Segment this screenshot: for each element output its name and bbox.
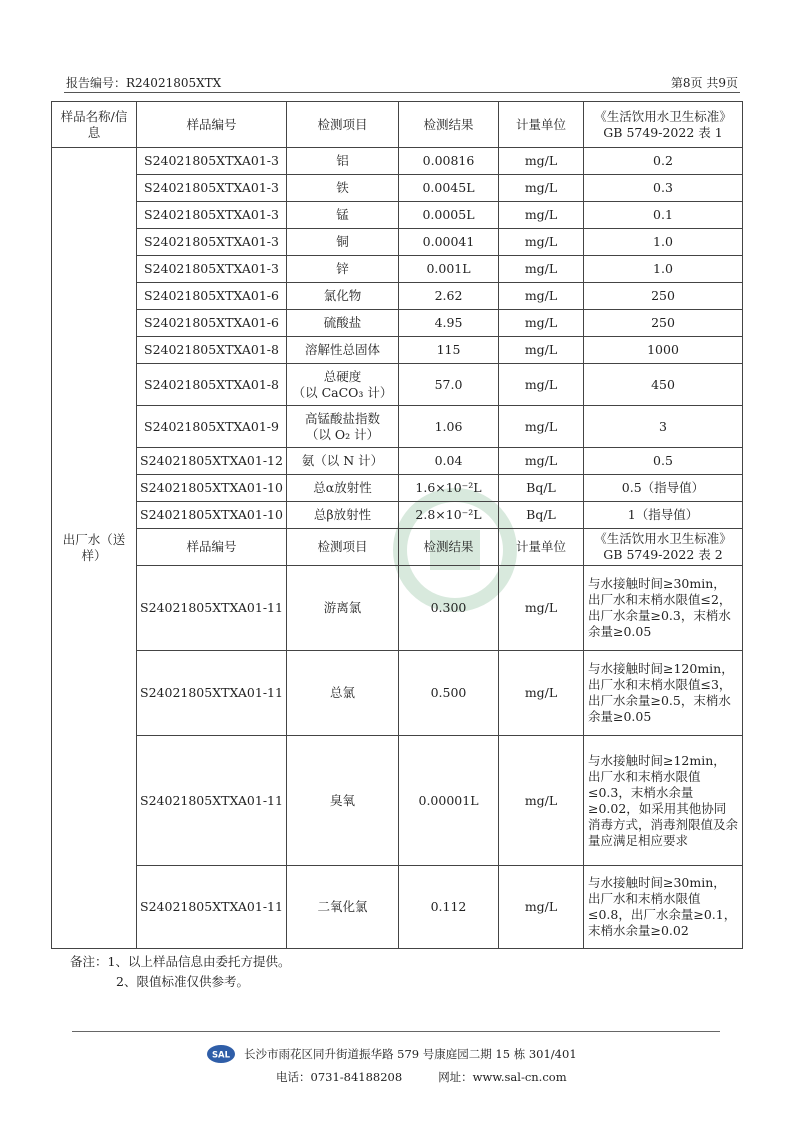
table-row <box>52 866 743 949</box>
table2-header-row <box>52 529 743 566</box>
table-row <box>52 651 743 736</box>
result-cell: 0.0045L <box>399 175 499 202</box>
sample-id-cell: S24021805XTXA01-10 <box>137 475 287 502</box>
table-row <box>52 406 743 448</box>
test-item-cell: 溶解性总固体 <box>287 337 399 364</box>
header-standard: 《生活饮用水卫生标准》GB 5749-2022 表 2 <box>584 529 743 566</box>
sample-id-cell: S24021805XTXA01-8 <box>137 337 287 364</box>
unit-cell: mg/L <box>499 175 584 202</box>
header-sample-id: 样品编号 <box>137 529 287 566</box>
unit-cell: mg/L <box>499 448 584 475</box>
table-row <box>52 148 743 175</box>
result-cell: 0.00816 <box>399 148 499 175</box>
table-row <box>52 202 743 229</box>
header-test-item: 检测项目 <box>287 102 399 148</box>
header-standard: 《生活饮用水卫生标准》GB 5749-2022 表 1 <box>584 102 743 148</box>
result-cell: 0.500 <box>399 651 499 736</box>
result-cell: 0.0005L <box>399 202 499 229</box>
test-item-cell: 总α放射性 <box>287 475 399 502</box>
table-row <box>52 566 743 651</box>
footer-divider <box>72 1031 720 1032</box>
table-row <box>52 475 743 502</box>
limit-cell: 250 <box>584 283 743 310</box>
footer-website: 网址：www.sal-cn.com <box>438 1070 567 1084</box>
test-item-cell <box>287 406 399 448</box>
limit-cell: 1000 <box>584 337 743 364</box>
test-item-cell: 总氯 <box>287 651 399 736</box>
sample-id-cell: S24021805XTXA01-3 <box>137 229 287 256</box>
result-cell: 2.8×10⁻²L <box>399 502 499 529</box>
test-item-cell: 游离氯 <box>287 566 399 651</box>
sample-id-cell: S24021805XTXA01-6 <box>137 310 287 337</box>
test-item-cell: 铁 <box>287 175 399 202</box>
limit-cell: 1（指导值） <box>584 502 743 529</box>
unit-cell: Bq/L <box>499 475 584 502</box>
unit-cell: mg/L <box>499 229 584 256</box>
unit-cell: mg/L <box>499 736 584 866</box>
result-cell: 1.06 <box>399 406 499 448</box>
test-item-cell: 铜 <box>287 229 399 256</box>
limit-cell: 与水接触时间≥12min，出厂水和末梢水限值≤0.3，末梢水余量≥0.02，如采用其他协同消毒方式，消毒剂限值及余量应满足相应要求 <box>584 736 743 866</box>
sample-id-cell: S24021805XTXA01-3 <box>137 175 287 202</box>
test-item-cell: 总β放射性 <box>287 502 399 529</box>
test-item-cell: 铝 <box>287 148 399 175</box>
limit-cell: 1.0 <box>584 256 743 283</box>
unit-cell: mg/L <box>499 406 584 448</box>
result-cell: 0.112 <box>399 866 499 949</box>
sample-id-cell: S24021805XTXA01-6 <box>137 283 287 310</box>
sample-name-cell: 出厂水（送样） <box>52 148 137 949</box>
result-cell: 0.00041 <box>399 229 499 256</box>
result-cell: 2.62 <box>399 283 499 310</box>
header-unit: 计量单位 <box>499 529 584 566</box>
table1-header-row <box>52 102 743 148</box>
test-results-body <box>52 102 743 949</box>
result-cell: 0.001L <box>399 256 499 283</box>
sample-id-cell: S24021805XTXA01-3 <box>137 148 287 175</box>
remark-1: 备注：1、以上样品信息由委托方提供。 <box>70 954 291 969</box>
footer-phone: 电话：0731-84188208 <box>276 1070 403 1084</box>
test-item-cell: 锌 <box>287 256 399 283</box>
unit-cell: mg/L <box>499 202 584 229</box>
table-row <box>52 256 743 283</box>
sample-id-cell: S24021805XTXA01-9 <box>137 406 287 448</box>
sample-id-cell: S24021805XTXA01-3 <box>137 202 287 229</box>
table-row <box>52 736 743 866</box>
table-row <box>52 283 743 310</box>
table-row <box>52 502 743 529</box>
result-cell: 115 <box>399 337 499 364</box>
test-item-line: 总硬度 <box>323 368 362 384</box>
sample-id-cell: S24021805XTXA01-10 <box>137 502 287 529</box>
test-item-line: 高锰酸盐指数 <box>304 410 380 426</box>
header-test-item: 检测项目 <box>287 529 399 566</box>
logo-text: SAL <box>211 1050 231 1061</box>
unit-cell: mg/L <box>499 148 584 175</box>
unit-cell: Bq/L <box>499 502 584 529</box>
header-result: 检测结果 <box>399 102 499 148</box>
result-cell: 57.0 <box>399 364 499 406</box>
sample-id-cell: S24021805XTXA01-11 <box>137 866 287 949</box>
table-row <box>52 310 743 337</box>
test-item-cell: 硫酸盐 <box>287 310 399 337</box>
header-sample-id: 样品编号 <box>137 102 287 148</box>
unit-cell: mg/L <box>499 866 584 949</box>
table-row <box>52 229 743 256</box>
page-info: 第8页 共9页 <box>670 76 738 90</box>
test-item-cell: 臭氧 <box>287 736 399 866</box>
limit-cell: 0.1 <box>584 202 743 229</box>
limit-cell: 0.2 <box>584 148 743 175</box>
table-row <box>52 364 743 406</box>
footer-contact <box>276 1069 567 1085</box>
limit-cell: 450 <box>584 364 743 406</box>
sample-id-cell: S24021805XTXA01-12 <box>137 448 287 475</box>
limit-cell: 250 <box>584 310 743 337</box>
sample-id-cell: S24021805XTXA01-11 <box>137 651 287 736</box>
limit-cell: 3 <box>584 406 743 448</box>
limit-cell: 0.3 <box>584 175 743 202</box>
result-cell: 1.6×10⁻²L <box>399 475 499 502</box>
sal-logo-icon <box>206 1044 236 1064</box>
sample-id-cell: S24021805XTXA01-8 <box>137 364 287 406</box>
table-row <box>52 337 743 364</box>
sample-id-cell: S24021805XTXA01-3 <box>137 256 287 283</box>
limit-cell: 与水接触时间≥30min，出厂水和末梢水限值≤2，出厂水余量≥0.3，末梢水余量≥0.05 <box>584 566 743 651</box>
remarks <box>70 952 290 992</box>
test-item-cell <box>287 364 399 406</box>
table-row <box>52 175 743 202</box>
header-unit: 计量单位 <box>499 102 584 148</box>
limit-cell: 1.0 <box>584 229 743 256</box>
unit-cell: mg/L <box>499 566 584 651</box>
unit-cell: mg/L <box>499 256 584 283</box>
test-item-line: （以 O₂ 计） <box>305 426 380 442</box>
remark-2: 2、限值标准仅供参考。 <box>116 974 249 989</box>
result-cell: 0.300 <box>399 566 499 651</box>
test-results-table <box>51 101 743 949</box>
test-item-line: （以 CaCO₃ 计） <box>292 384 393 400</box>
limit-cell: 与水接触时间≥30min，出厂水和末梢水限值≤0.8，出厂水余量≥0.1，末梢水余量≥0.02 <box>584 866 743 949</box>
sample-id-cell: S24021805XTXA01-11 <box>137 566 287 651</box>
unit-cell: mg/L <box>499 283 584 310</box>
result-cell: 0.00001L <box>399 736 499 866</box>
page-header <box>64 70 740 93</box>
test-item-cell: 二氧化氯 <box>287 866 399 949</box>
footer-address: 长沙市雨花区同升街道振华路 579 号康庭园二期 15 栋 301/401 <box>244 1047 577 1061</box>
header-sample-name: 样品名称/信息 <box>52 102 137 148</box>
test-item-cell: 锰 <box>287 202 399 229</box>
result-cell: 4.95 <box>399 310 499 337</box>
report-number: 报告编号：R24021805XTX <box>66 76 222 90</box>
unit-cell: mg/L <box>499 310 584 337</box>
limit-cell: 0.5 <box>584 448 743 475</box>
header-result: 检测结果 <box>399 529 499 566</box>
limit-cell: 0.5（指导值） <box>584 475 743 502</box>
unit-cell: mg/L <box>499 651 584 736</box>
limit-cell: 与水接触时间≥120min，出厂水和末梢水限值≤3，出厂水余量≥0.5，末梢水余量≥0.05 <box>584 651 743 736</box>
unit-cell: mg/L <box>499 337 584 364</box>
test-item-cell: 氯化物 <box>287 283 399 310</box>
sample-id-cell: S24021805XTXA01-11 <box>137 736 287 866</box>
result-cell: 0.04 <box>399 448 499 475</box>
test-item-cell: 氨（以 N 计） <box>287 448 399 475</box>
table-row <box>52 448 743 475</box>
unit-cell: mg/L <box>499 364 584 406</box>
